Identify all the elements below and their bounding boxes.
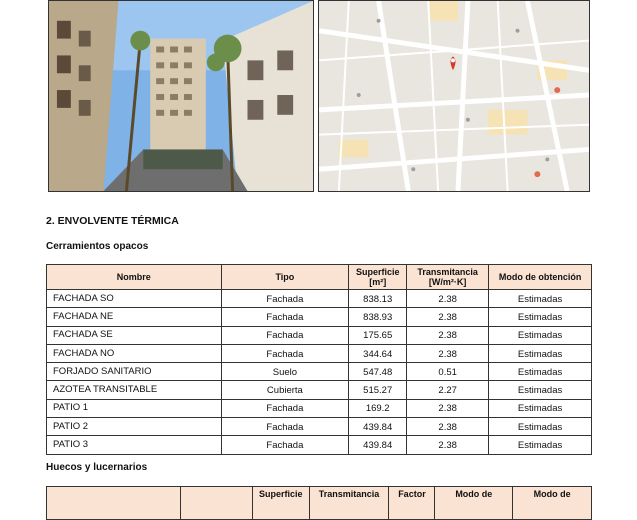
cell-nombre: PATIO 2 — [47, 418, 222, 436]
cell-tipo: Suelo — [221, 363, 349, 381]
cell-transmitancia: 2.38 — [407, 326, 489, 344]
col-modo-1-huecos: Modo de — [435, 487, 513, 520]
cell-tipo: Cubierta — [221, 381, 349, 399]
col-transmitancia-label: Transmitancia — [417, 267, 478, 277]
location-map — [318, 0, 590, 192]
cell-transmitancia: 2.38 — [407, 418, 489, 436]
col-nombre-huecos — [47, 487, 181, 520]
cell-tipo: Fachada — [221, 436, 349, 454]
cell-superficie: 439.84 — [349, 418, 407, 436]
building-street-photo — [48, 0, 314, 192]
col-transmitancia — [407, 265, 489, 290]
huecos-table — [46, 486, 592, 520]
table-row — [47, 344, 592, 362]
cell-modo: Estimadas — [489, 381, 592, 399]
cell-transmitancia: 2.38 — [407, 290, 489, 308]
cell-nombre: AZOTEA TRANSITABLE — [47, 381, 222, 399]
cell-superficie: 515.27 — [349, 381, 407, 399]
cell-transmitancia: 2.38 — [407, 344, 489, 362]
col-nombre: Nombre — [47, 265, 222, 290]
cell-modo: Estimadas — [489, 399, 592, 417]
table-row — [47, 399, 592, 417]
opacos-header-row — [47, 265, 592, 290]
cell-tipo: Fachada — [221, 290, 349, 308]
cell-superficie: 175.65 — [349, 326, 407, 344]
cell-modo: Estimadas — [489, 308, 592, 326]
cell-tipo: Fachada — [221, 308, 349, 326]
cell-nombre: FACHADA NE — [47, 308, 222, 326]
cell-nombre: PATIO 3 — [47, 436, 222, 454]
cell-nombre: FORJADO SANITARIO — [47, 363, 222, 381]
cell-superficie: 547.48 — [349, 363, 407, 381]
cell-modo: Estimadas — [489, 436, 592, 454]
col-superficie — [349, 265, 407, 290]
section-heading: 2. ENVOLVENTE TÉRMICA — [46, 215, 179, 227]
cell-transmitancia: 0.51 — [407, 363, 489, 381]
col-superficie-huecos: Superficie — [253, 487, 310, 520]
cell-superficie: 838.13 — [349, 290, 407, 308]
col-tipo: Tipo — [221, 265, 349, 290]
cell-nombre: FACHADA NO — [47, 344, 222, 362]
col-superficie-unit: [m²] — [369, 277, 387, 287]
col-factor-huecos: Factor — [389, 487, 435, 520]
cell-tipo: Fachada — [221, 399, 349, 417]
huecos-heading: Huecos y lucernarios — [46, 462, 148, 473]
cell-modo: Estimadas — [489, 418, 592, 436]
opacos-table — [46, 264, 592, 455]
cell-modo: Estimadas — [489, 363, 592, 381]
cell-superficie: 838.93 — [349, 308, 407, 326]
table-row — [47, 308, 592, 326]
cell-superficie: 439.84 — [349, 436, 407, 454]
cell-tipo: Fachada — [221, 326, 349, 344]
cell-nombre: FACHADA SO — [47, 290, 222, 308]
col-modo: Modo de obtención — [489, 265, 592, 290]
huecos-header-row — [47, 487, 592, 520]
cell-modo: Estimadas — [489, 344, 592, 362]
table-row — [47, 436, 592, 454]
col-transmitancia-huecos: Transmitancia — [309, 487, 389, 520]
cell-transmitancia: 2.38 — [407, 399, 489, 417]
col-superficie-label: Superficie — [355, 267, 400, 277]
table-row — [47, 381, 592, 399]
cell-nombre: FACHADA SE — [47, 326, 222, 344]
cell-superficie: 169.2 — [349, 399, 407, 417]
cell-modo: Estimadas — [489, 326, 592, 344]
cell-modo: Estimadas — [489, 290, 592, 308]
cell-transmitancia: 2.27 — [407, 381, 489, 399]
cell-tipo: Fachada — [221, 418, 349, 436]
cell-transmitancia: 2.38 — [407, 436, 489, 454]
opacos-heading: Cerramientos opacos — [46, 241, 149, 252]
cell-tipo: Fachada — [221, 344, 349, 362]
cell-superficie: 344.64 — [349, 344, 407, 362]
col-tipo-huecos — [181, 487, 253, 520]
table-row — [47, 363, 592, 381]
col-modo-2-huecos: Modo de — [513, 487, 592, 520]
cell-transmitancia: 2.38 — [407, 308, 489, 326]
table-row — [47, 326, 592, 344]
table-row — [47, 418, 592, 436]
cell-nombre: PATIO 1 — [47, 399, 222, 417]
table-row — [47, 290, 592, 308]
col-transmitancia-unit: [W/m²·K] — [428, 277, 467, 287]
